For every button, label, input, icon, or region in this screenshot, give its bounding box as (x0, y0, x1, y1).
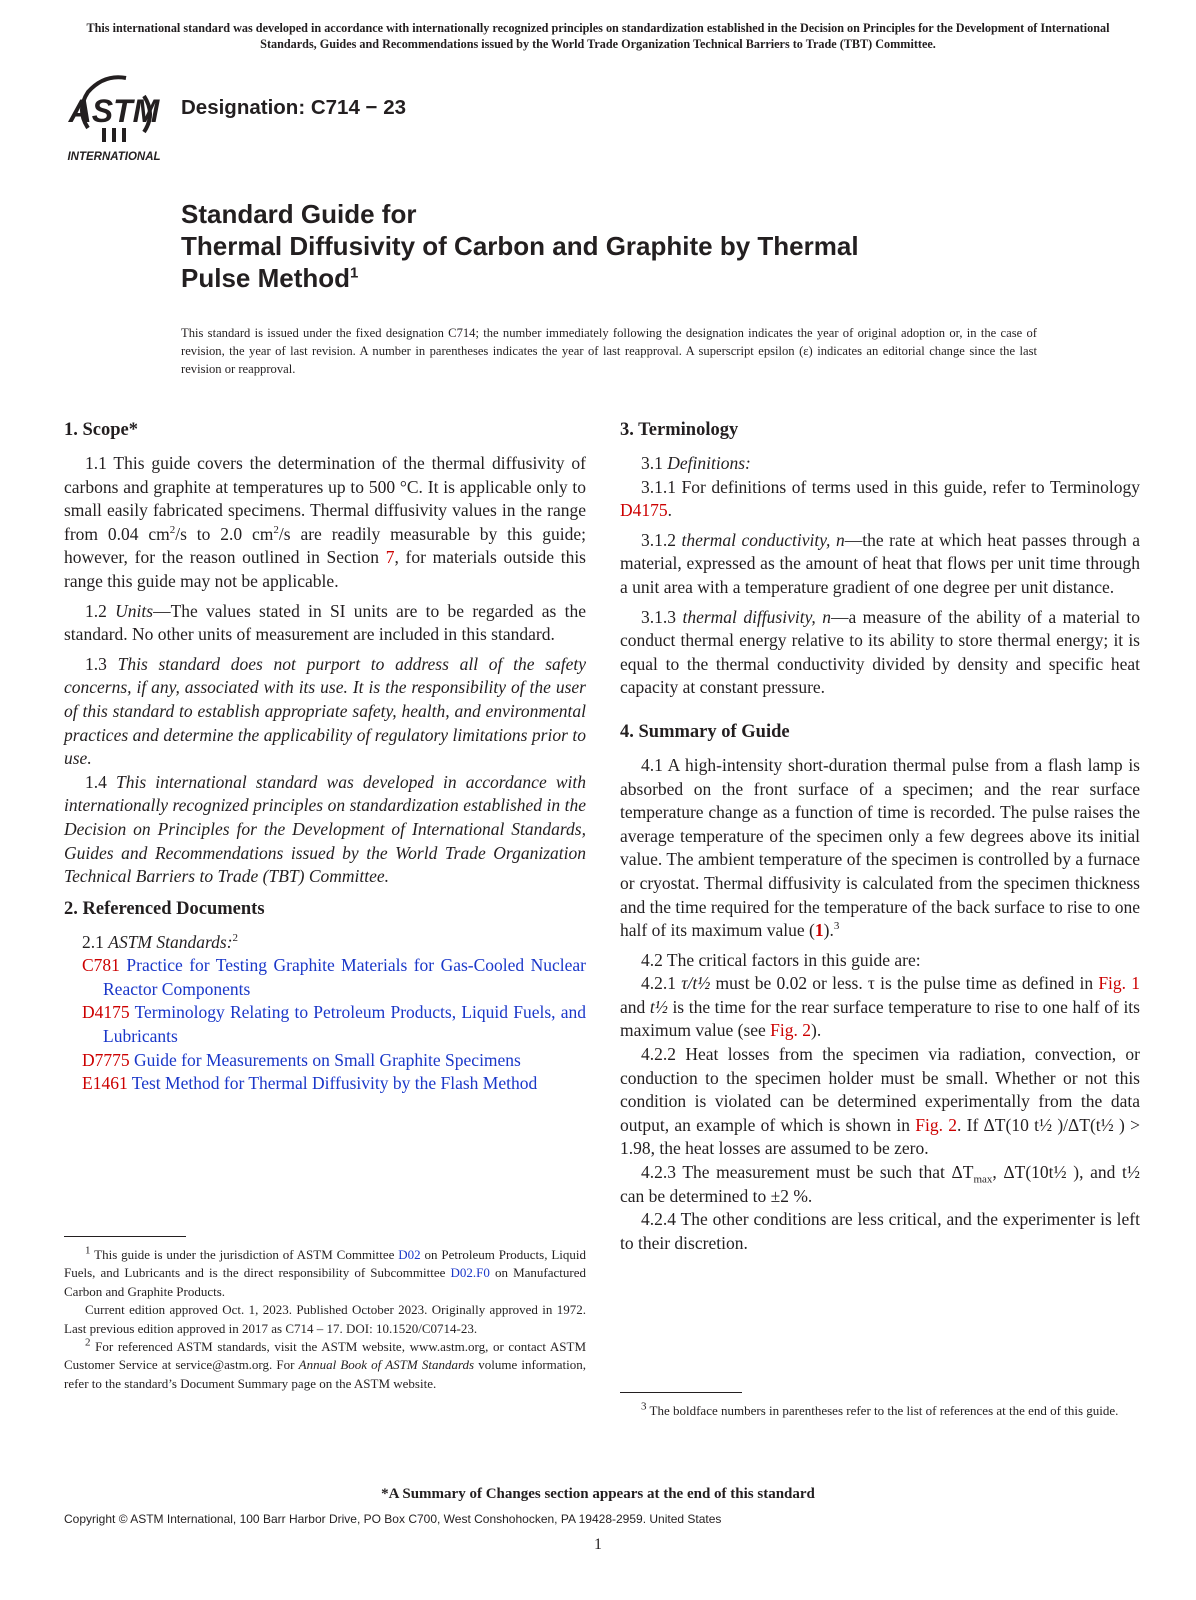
para-1-2: 1.2 Units—The values stated in SI units are to be regarded as the standard. No other units of measurement are included in this standard. (64, 600, 586, 645)
reference-d7775[interactable]: D7775 Guide for Measurements on Small Graphite Specimens (82, 1049, 521, 1070)
section-scope-heading: 1. Scope* (64, 420, 138, 440)
reference-1-link[interactable]: 1 (814, 920, 824, 941)
left-column (64, 418, 586, 1096)
title-footnote-mark[interactable]: 1 (350, 264, 359, 282)
para-3-1-2: 3.1.2 thermal conductivity, n—the rate at which heat passes through a material, expressed as the amount of heat that flows per unit time through a unit area with a temperature gradient of one degree per unit distance. (620, 529, 1140, 597)
fig-2-link[interactable]: Fig. 2 (770, 1020, 812, 1041)
para-4-1: 4.1 A high-intensity short-duration thermal pulse from a flash lamp is absorbed on the front surface of a specimen; and the rear surface temperature change as a function of time is recorded. The pulse raises the average temperature of the specimen only a few degrees above its initial value. The ambient temperature of the specimen is controlled by a furnace or cryostat. Thermal diffusivity is calculated from the specimen thickness and the time required for the temperature of the back surface to rise to one half of its maximum value (1).$^3$ (620, 754, 1140, 941)
footnote-rule-right (620, 1392, 742, 1393)
reference-c781[interactable]: C781 Practice for Testing Graphite Materials for Gas-Cooled Nuclear Reactor Components (82, 955, 587, 999)
summary-of-changes-note: *A Summary of Changes section appears at the end of this standard (381, 1486, 815, 1502)
para-1-1: 1.1 This guide covers the determination of the thermal diffusivity of carbons and graphite at temperatures up to 500 °C. It is applicable only to small easily fabricated specimens. Thermal diffusivity values in the range from 0.04 $cm^2/s$ to 2.0 $cm^2/s$ are readily measurable by this guide; however, for the reason outlined in Section 7, for materials outside this range this guide may not be applicable. (64, 453, 586, 591)
d4175-link[interactable]: D4175 (620, 500, 668, 521)
page-number: 1 (594, 1536, 602, 1553)
fig-2-link-2[interactable]: Fig. 2 (915, 1114, 958, 1135)
top-notice: This international standard was developed in accordance with internationally recognized principles on standardization established in the Decision on Principles for the Development of International Standards, Guides and Recommendations issued by the World Trade Organization Technical Barriers to Trade (TBT) Committee. (86, 21, 1110, 51)
subcommittee-link[interactable]: D02.F0 (450, 1265, 490, 1281)
logo-caption: INTERNATIONAL (67, 151, 161, 163)
section-terminology-heading: 3. Terminology (620, 420, 739, 440)
para-3-1-3: 3.1.3 thermal diffusivity, n—a measure of the ability of a material to conduct thermal energy relative to its ability to store thermal energy; it is equal to the thermal conductivity divided by density and specific heat capacity at constant pressure. (620, 606, 1141, 698)
astm-logo (66, 70, 166, 166)
designation: Designation: C714 − 23 (181, 96, 407, 119)
footnote-2: $^2$ For referenced ASTM standards, visit the ASTM website, www.astm.org, or contact ASTM Customer Service at service@astm.org. For Annual Book of ASTM Standards volume information, refer to the standard’s Document Summary page on the ASTM website. (64, 1336, 587, 1391)
para-1-4: 1.4 This international standard was developed in accordance with internationally recognized principles on standardization established in the Decision on Principles for the Development of International Standards, Guides and Recommendations issued by the World Trade Organization Technical Barriers to Trade (TBT) Committee. (64, 771, 587, 887)
section-summary-heading: 4. Summary of Guide (620, 721, 790, 742)
footnote-1: $^1$ This guide is under the jurisdiction of ASTM Committee D02 on Petroleum Products, Liquid Fuels, and Lubricants and is the direct responsibility of Subcommittee D02.F0 on Manufactured Carbon and Graphite Products. (64, 1244, 587, 1299)
preface: This standard is issued under the fixed designation C714; the number immediately following the designation indicates the year of original adoption or, in the case of revision, the year of last revision. A number in parentheses indicates the year of last reapproval. A superscript epsilon (ε) indicates an editorial change since the last revision or reapproval. (181, 326, 1037, 376)
para-1-3: 1.3 This standard does not purport to address all of the safety concerns, if any, associated with its use. It is the responsibility of the user of this standard to establish appropriate safety, health, and environmental practices and determine the applicability of regulatory limitations prior to use. (64, 653, 587, 769)
reference-list (64, 954, 586, 1096)
footnotes-right (620, 1402, 1140, 1420)
committee-d02-link[interactable]: D02 (398, 1247, 421, 1262)
para-2-1: 2.1 ASTM Standards:$^2$ (82, 931, 239, 952)
copyright: Copyright © ASTM International, 100 Barr Harbor Drive, PO Box C700, West Conshohocken, PA 19428-2959. United States (64, 1512, 722, 1526)
footnote-3: $^3$ The boldface numbers in parentheses refer to the list of references at the end of this guide. (641, 1400, 1119, 1418)
fig-1-link[interactable]: Fig. 1 (1098, 973, 1140, 994)
section-referenced-documents-heading: 2. Referenced Documents (64, 898, 265, 919)
title-line-2: Thermal Diffusivity of Carbon and Graphite by Thermal (181, 231, 859, 261)
footnotes-left (64, 1246, 586, 1393)
para-3-1: 3.1 Definitions: (641, 453, 751, 473)
title-line-3: Pulse Method (181, 263, 351, 293)
section-7-link[interactable]: 7 (385, 547, 395, 568)
para-4-2-4: 4.2.4 The other conditions are less critical, and the experimenter is left to their discretion. (620, 1209, 1140, 1253)
reference-e1461[interactable]: E1461 Test Method for Thermal Diffusivity by the Flash Method (82, 1073, 538, 1094)
para-3-1-1: 3.1.1 For definitions of terms used in this guide, refer to Terminology D4175. (620, 476, 1140, 521)
logo-text: ASTM (68, 93, 160, 129)
title-line-1: Standard Guide for (181, 199, 417, 229)
para-4-2-3: 4.2.3 The measurement must be such that $\Delta T_{max}$, ΔT(10t½ ), and t½ can be determined to ±2 %. (620, 1162, 1141, 1206)
reference-d4175[interactable]: D4175 Terminology Relating to Petroleum Products, Liquid Fuels, and Lubricants (82, 1002, 587, 1047)
document-title (181, 198, 859, 294)
para-4-2-1: 4.2.1 τ/t½ must be 0.02 or less. τ is the pulse time as defined in Fig. 1 and t½ is the time for the rear surface temperature to rise to one half of its maximum value (see Fig. 2). (620, 973, 1140, 1041)
footnote-rule-left (64, 1236, 186, 1237)
right-column (620, 418, 1140, 1255)
footnote-1-edition: Current edition approved Oct. 1, 2023. Published October 2023. Originally approved in 1972. Last previous edition approved in 2017 as C714 – 17. DOI: 10.1520/C0714-23. (64, 1302, 586, 1336)
para-4-2: 4.2 The critical factors in this guide are: (641, 949, 921, 970)
para-4-2-2: 4.2.2 Heat losses from the specimen via radiation, convection, or conduction to the specimen holder must be small. Whether or not this condition is violated can be determined experimentally from the data output, an example of which is shown in Fig. 2. If ΔT(10 t½ )/ΔT(t½ ) > 1.98, the heat losses are assumed to be zero. (620, 1044, 1140, 1159)
